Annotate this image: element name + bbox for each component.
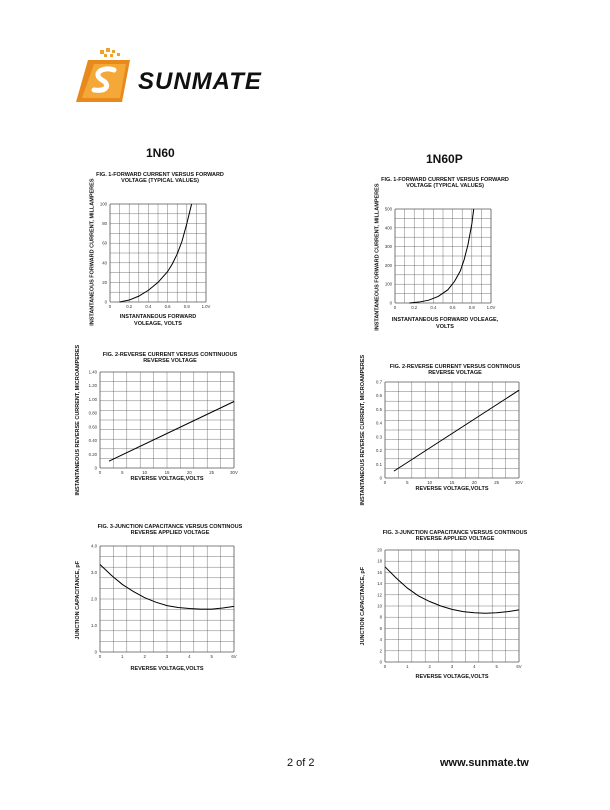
x-tick-label: 0.2	[126, 304, 133, 309]
x-tick-label: 0.6	[449, 305, 456, 310]
x-tick-label: 30V	[515, 480, 523, 485]
y-tick-label: 4.0	[91, 543, 97, 549]
x-tick-label: 0	[108, 304, 112, 309]
y-tick-label: 14	[377, 581, 382, 587]
y-tick-label: 0	[379, 475, 382, 481]
y-tick-label: 0.6	[376, 393, 382, 399]
y-tick-label: 500	[384, 206, 392, 212]
y-tick-label: 0.20	[88, 451, 97, 457]
y-tick-label: 0.3	[376, 434, 382, 440]
y-tick-label: 0	[104, 299, 107, 305]
x-tick-label: 0.4	[145, 304, 152, 309]
y-tick-label: 100	[384, 281, 392, 287]
chart-title: FIG. 1-FORWARD CURRENT VERSUS FORWARD VOLTAGE (TYPICAL VALUES)	[96, 172, 224, 185]
y-tick-label: 2	[379, 648, 382, 654]
y-axis-label: JUNCTION CAPACITANCE, pF	[359, 566, 366, 646]
plot-area	[355, 528, 535, 683]
x-tick-label: 6V	[231, 654, 237, 659]
y-tick-label: 0.1	[376, 461, 382, 467]
x-tick-label: 1	[121, 654, 124, 659]
x-tick-label: 0	[98, 654, 102, 659]
x-tick-label: 10	[142, 470, 148, 475]
x-tick-label: 25	[209, 470, 215, 475]
x-axis-label: REVERSE VOLTAGE,VOLTS	[130, 666, 204, 672]
y-tick-label: 1.00	[88, 396, 97, 402]
y-tick-label: 400	[384, 225, 392, 231]
y-tick-label: 16	[377, 569, 382, 575]
x-tick-label: 0	[383, 480, 387, 485]
y-axis-label: INSTANTANEOUS REVERSE CURRENT, MICROAMPERES	[359, 354, 366, 506]
page-number: 2 of 2	[287, 757, 315, 769]
chart-title: FIG. 2-REVERSE CURRENT VERSUS CONTINOUS REVERSE VOLTAGE	[389, 364, 521, 377]
y-tick-label: 20	[102, 279, 107, 285]
chart-1n60p-fig2	[355, 354, 535, 506]
plot-area	[70, 350, 250, 490]
chart-1n60-fig1	[70, 170, 250, 335]
x-tick-label: 3	[165, 654, 169, 659]
x-tick-label: 2	[143, 654, 146, 659]
y-tick-label: 60	[102, 240, 107, 246]
x-tick-label: 0.6	[164, 304, 171, 309]
chart-title: FIG. 2-REVERSE CURRENT VERSUS CONTINUOUS REVERSE VOLTAGE	[102, 352, 238, 365]
plot-area	[70, 170, 250, 335]
y-tick-label: 100	[99, 201, 107, 207]
x-tick-label: 2	[428, 664, 431, 669]
y-tick-label: 0.40	[88, 438, 97, 444]
y-tick-label: 0.60	[88, 424, 97, 430]
y-tick-label: 300	[384, 244, 392, 250]
x-tick-label: 5	[406, 480, 409, 485]
x-tick-label: 20	[471, 480, 477, 485]
part-title-right: 1N60P	[426, 152, 463, 166]
chart-title: FIG. 3-JUNCTION CAPACITANCE VERSUS CONTINOUS REVERSE APPLIED VOLTAGE	[382, 530, 528, 543]
y-tick-label: 20	[377, 547, 382, 553]
y-tick-label: 2.0	[91, 596, 97, 602]
x-tick-label: 5	[121, 470, 124, 475]
y-tick-label: 200	[384, 262, 392, 268]
brand-wordmark: SUNMATE	[138, 68, 262, 95]
y-tick-label: 40	[102, 260, 107, 266]
logo	[74, 44, 274, 110]
y-tick-label: 12	[377, 592, 382, 598]
x-tick-label: 1.0V	[486, 305, 496, 310]
y-tick-label: 0.4	[376, 420, 382, 426]
y-axis-label: JUNCTION CAPACITANCE, pF	[74, 560, 81, 640]
chart-1n60-fig2	[70, 344, 250, 496]
x-tick-label: 0	[393, 305, 397, 310]
website-link[interactable]: www.sunmate.tw	[440, 757, 529, 769]
y-axis-label: INSTANTANEOUS REVERSE CURRENT, MICROAMPERES	[74, 344, 81, 496]
x-tick-label: 0	[98, 470, 102, 475]
y-tick-label: 1.40	[88, 369, 97, 375]
y-tick-label: 1.0	[91, 623, 97, 628]
y-tick-label: 0.5	[376, 406, 382, 412]
x-axis-label: REVERSE VOLTAGE,VOLTS	[415, 486, 489, 492]
y-tick-label: 0	[94, 649, 97, 655]
x-tick-label: 0	[383, 664, 387, 669]
y-axis-label: INSTANTANEOUS FORWARD CURRENT, MILLAMPERES	[88, 178, 95, 326]
x-tick-label: 4	[188, 654, 191, 659]
x-tick-label: 3	[450, 664, 454, 669]
plot-area	[70, 520, 250, 680]
x-tick-label: 5	[495, 664, 498, 669]
x-tick-label: 10	[427, 480, 433, 485]
x-tick-label: 5	[210, 654, 213, 659]
x-tick-label: 20	[186, 470, 192, 475]
y-tick-label: 0.80	[88, 410, 97, 416]
logo-mark-icon	[74, 44, 140, 110]
x-tick-label: 0.8	[183, 304, 190, 309]
y-tick-label: 80	[102, 221, 107, 227]
y-tick-label: 0	[94, 465, 97, 471]
part-title-left: 1N60	[146, 146, 175, 160]
x-tick-label: 0.8	[468, 305, 475, 310]
y-tick-label: 3.0	[91, 570, 97, 575]
x-tick-label: 1.0V	[201, 304, 211, 309]
y-tick-label: 0	[389, 300, 392, 306]
x-tick-label: 0.4	[430, 305, 437, 310]
plot-area	[355, 175, 535, 335]
x-axis-label: REVERSE VOLTAGE,VOLTS	[130, 476, 204, 482]
x-tick-label: 4	[473, 664, 476, 669]
y-tick-label: 0.2	[376, 448, 382, 454]
x-tick-label: 15	[449, 480, 455, 485]
chart-1n60-fig3	[70, 520, 250, 680]
chart-1n60p-fig1	[355, 175, 535, 335]
chart-title: FIG. 1-FORWARD CURRENT VERSUS FORWARD VOLTAGE (TYPICAL VALUES)	[381, 177, 509, 190]
x-tick-label: 0.2	[411, 305, 418, 310]
x-tick-label: 6V	[516, 664, 522, 669]
x-tick-label: 1	[406, 664, 409, 669]
y-tick-label: 1.20	[88, 383, 97, 389]
x-tick-label: 25	[494, 480, 500, 485]
chart-title: FIG. 3-JUNCTION CAPACITANCE VERSUS CONTINOUS REVERSE APPLIED VOLTAGE	[97, 524, 243, 537]
x-axis-label: INSTANTANEOUS FORWARD VOLEAGE, VOLTS	[391, 317, 499, 330]
plot-area	[355, 360, 535, 500]
y-tick-label: 0	[379, 659, 382, 665]
x-axis-label: REVERSE VOLTAGE,VOLTS	[415, 674, 489, 680]
y-tick-label: 4	[379, 637, 382, 643]
y-tick-label: 0.7	[376, 379, 382, 385]
y-axis-label: INSTANTANEOUS FORWARD CURRENT, MILLAMPERES	[373, 183, 380, 331]
x-axis-label: INSTANTANEOUS FORWARD VOLEAGE, VOLTS	[119, 314, 197, 327]
x-tick-label: 15	[164, 470, 170, 475]
x-tick-label: 30V	[230, 470, 238, 475]
y-tick-label: 6	[379, 625, 382, 631]
y-tick-label: 10	[377, 603, 382, 609]
y-tick-label: 8	[379, 614, 382, 620]
y-tick-label: 18	[377, 558, 382, 564]
chart-1n60p-fig3	[355, 528, 535, 683]
series-line	[394, 390, 519, 471]
